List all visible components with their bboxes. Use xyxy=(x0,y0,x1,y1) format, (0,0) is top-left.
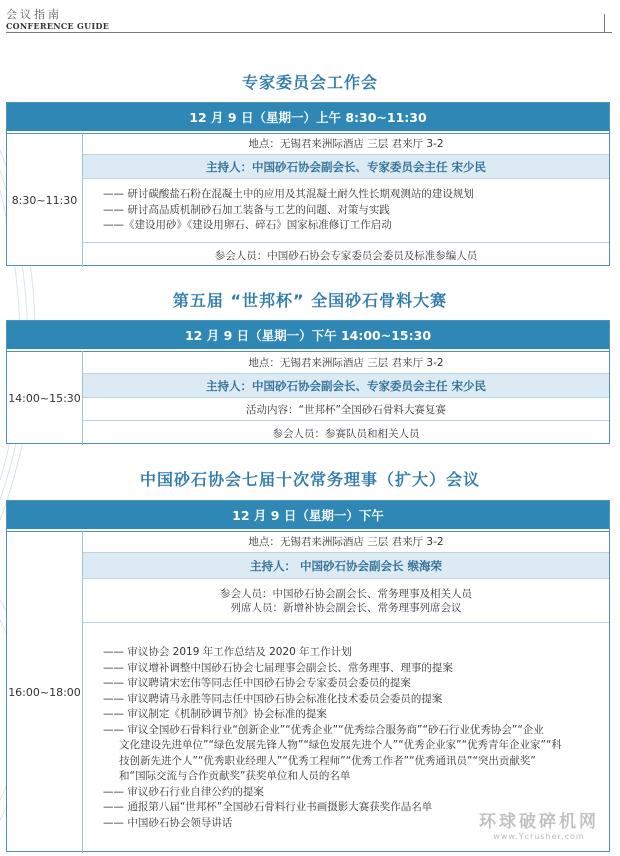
location-row: 地点：无锡君来洲际酒店 三层 君来厅 3-2 xyxy=(83,531,609,553)
schedule-table-competition xyxy=(6,320,610,444)
agenda-item: —— 审议制定《机制砂调节剂》协会标准的提案 xyxy=(103,708,327,720)
attendees-text: 参会人员：中国砂石协会副会长、常务理事及相关人员 xyxy=(220,587,472,600)
schedule-table-expert-committee xyxy=(6,102,610,266)
header-tick xyxy=(604,14,605,32)
schedule-table-standing-council xyxy=(6,500,610,852)
agenda-item: —— 通报第八届“世邦杯”全国砂石骨料行业书画摄影大赛获奖作品名单 xyxy=(103,801,433,813)
agenda-item: —— 审议协会 2019 年工作总结及 2020 年工作计划 xyxy=(103,646,352,658)
agenda-item: ——《建设用砂》《建设用卵石、碎石》国家标准修订工作启动 xyxy=(103,219,392,232)
time-cell: 16:00~18:00 xyxy=(7,531,83,853)
page-header xyxy=(6,6,612,34)
agenda-item-continuation: 技创新先进个人”“优秀职业经理人”“优秀工程师”“优秀工作者”“优秀通讯员”“突出贡献奖” xyxy=(119,754,536,767)
table-content xyxy=(83,133,609,267)
attendees-row: 参会人员：中国砂石协会专家委员会委员及标准参编人员 xyxy=(214,249,478,262)
table-body xyxy=(7,133,609,267)
agenda-item: —— 审议全国砂石骨料行业“创新企业”“优秀企业”“优秀综合服务商”“砂石行业优秀协会”“企业 xyxy=(103,723,544,736)
host-row: 主持人： 中国砂石协会副会长 缑海荣 xyxy=(83,553,609,579)
header-title-cn: 会议指南 xyxy=(6,8,62,21)
agenda-item: —— 审议砂石行业自律公约的提案 xyxy=(103,785,264,798)
agenda-item: —— 审议聘请宋宏伟等同志任中国砂石协会专家委员会委员的提案 xyxy=(103,677,411,689)
table-header-date: 12 月 9 日（星期一）下午 xyxy=(7,501,609,531)
agenda-item: —— 研讨碳酸盐石粉在混凝土中的应用及其混凝土耐久性长期观测站的建设规划 xyxy=(103,188,474,201)
agenda-item-continuation: 和“国际交流与合作贡献奖”获奖单位和人员的名单 xyxy=(119,770,351,782)
agenda-item: —— 中国砂石协会领导讲话 xyxy=(103,816,233,829)
observers-text: 列席人员：新增补协会副会长、常务理事列席会议 xyxy=(230,601,462,614)
agenda-item: —— 审议增补调整中国砂石协会七届理事会副会长、常务理事、理事的提案 xyxy=(103,661,453,674)
agenda-list xyxy=(83,179,609,243)
location-row: 地点：无锡君来洲际酒店 三层 君来厅 3-2 xyxy=(83,351,609,374)
agenda-item: —— 审议聘请马永胜等同志任中国砂石协会标准化技术委员会委员的提案 xyxy=(103,692,443,705)
table-header-date: 12 月 9 日（星期一）上午 8:30~11:30 xyxy=(7,103,609,133)
agenda-item-continuation: 文化建设先进单位”“绿色发展先锋人物”“绿色发展先进个人”“优秀企业家”“优秀青年企业家”“科 xyxy=(119,739,562,751)
table-content xyxy=(83,531,609,853)
host-row: 主持人：中国砂石协会副会长、专家委员会主任 宋少民 xyxy=(83,374,609,398)
watermark-url: www.Ycrusher.com xyxy=(493,832,585,841)
location-row: 地点：无锡君来洲际酒店 三层 君来厅 3-2 xyxy=(83,133,609,155)
agenda-item: —— 研讨高品质机制砂石加工装备与工艺的问题、对策与实践 xyxy=(103,203,390,216)
table-header-date: 12 月 9 日（星期一）下午 14:00~15:30 xyxy=(7,321,609,351)
activity-row: 活动内容：“世邦杯”全国砂石骨料大赛复赛 xyxy=(83,398,609,421)
header-rule xyxy=(6,32,612,33)
watermark xyxy=(479,807,599,841)
time-cell: 8:30~11:30 xyxy=(7,133,83,267)
time-cell: 14:00~15:30 xyxy=(7,351,83,445)
section-title-competition: 第五届 “世邦杯” 全国砂石骨料大赛 xyxy=(172,291,448,310)
table-body xyxy=(7,351,609,445)
table-content xyxy=(83,351,609,445)
attendees-row: 参会人员：参赛队员和相关人员 xyxy=(272,427,420,440)
section-title-expert-committee: 专家委员会工作会 xyxy=(241,73,378,92)
attendees-row xyxy=(83,579,609,623)
watermark-text: 环球破碎机网 xyxy=(479,812,599,832)
host-row: 主持人：中国砂石协会副会长、专家委员会主任 宋少民 xyxy=(83,155,609,179)
table-body xyxy=(7,531,609,853)
section-title-standing-council: 中国砂石协会七届十次常务理事（扩大）会议 xyxy=(139,470,480,489)
header-title-en: CONFERENCE GUIDE xyxy=(6,21,110,31)
